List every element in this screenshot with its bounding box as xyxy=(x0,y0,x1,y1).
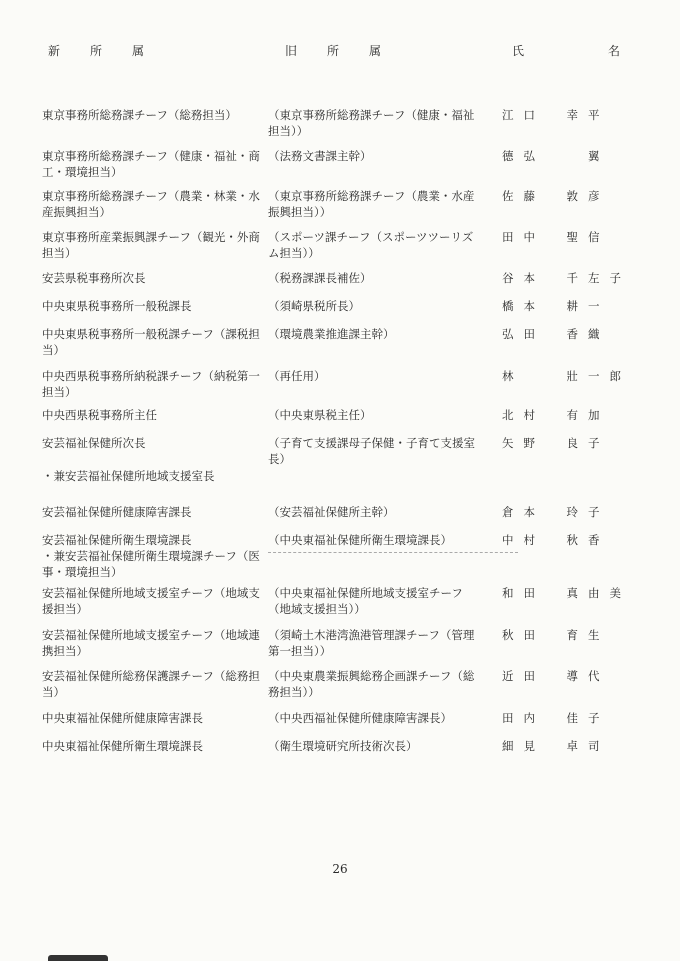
person-name: 田中 聖信 xyxy=(502,230,610,244)
person-name: 弘田 香織 xyxy=(502,327,610,341)
scan-edge-mark xyxy=(48,955,108,961)
old-post: （中央東福祉保健所衛生環境課長） xyxy=(268,533,452,547)
new-post: 安芸県税事務所次長 xyxy=(42,271,146,285)
old-post: （税務課課長補佐） xyxy=(268,271,372,285)
old-post: （東京事務所総務課チーフ（農業・水産振興担当）） xyxy=(268,189,475,219)
old-post: （須崎土木港湾漁港管理課チーフ（管理第一担当）） xyxy=(268,628,475,658)
new-post: 安芸福祉保健所地域支援室チーフ（地域支援担当） xyxy=(42,586,260,616)
person-name: 江口 幸平 xyxy=(502,108,610,122)
old-post: （スポーツ課チーフ（スポーツツーリズム担当）） xyxy=(268,230,474,260)
person-name: 橋本 耕一 xyxy=(502,299,610,313)
column-header-name: 氏 名 xyxy=(512,44,657,58)
person-name: 近田 導代 xyxy=(502,669,610,683)
new-post: 中央東福祉保健所衛生環境課長 xyxy=(42,739,203,753)
page-number: 26 xyxy=(332,862,348,876)
person-name: 和田 真由美 xyxy=(502,586,631,600)
new-post: 安芸福祉保健所総務保護課チーフ（総務担当） xyxy=(42,669,260,699)
old-post: （環境農業推進課主幹） xyxy=(268,327,395,341)
person-name: 谷本 千左子 xyxy=(502,271,631,285)
old-post: （法務文書課主幹） xyxy=(268,149,372,163)
new-post: 中央西県税事務所主任 xyxy=(42,408,157,422)
new-post: 中央東県税事務所一般税課長 xyxy=(42,299,192,313)
new-post: 東京事務所総務課チーフ（総務担当） xyxy=(42,108,237,122)
person-name: 細見 卓司 xyxy=(502,739,610,753)
old-post: （中央東県税主任） xyxy=(268,408,372,422)
new-post: 安芸福祉保健所地域支援室チーフ（地域連携担当） xyxy=(42,628,260,658)
new-post: 東京事務所産業振興課チーフ（観光・外商担当） xyxy=(42,230,260,260)
person-name: 秋田 育生 xyxy=(502,628,610,642)
person-name: 田内 佳子 xyxy=(502,711,610,725)
new-post: 安芸福祉保健所衛生環境課長 xyxy=(42,533,192,547)
new-post: 東京事務所総務課チーフ（健康・福祉・商工・環境担当） xyxy=(42,149,260,179)
new-post: 安芸福祉保健所次長 xyxy=(42,436,146,450)
person-name: 佐藤 敦彦 xyxy=(502,189,610,203)
new-post: 安芸福祉保健所健康障害課長 xyxy=(42,505,192,519)
new-post: 東京事務所総務課チーフ（農業・林業・水産振興担当） xyxy=(42,189,260,219)
new-post: 中央東県税事務所一般税課チーフ（課税担当） xyxy=(42,327,260,357)
concurrent-post: ・兼安芸福祉保健所衛生環境課チーフ（医事・環境担当） xyxy=(42,549,260,579)
column-header-old: 旧 所 属 xyxy=(285,44,391,58)
person-name: 矢野 良子 xyxy=(502,436,610,450)
old-post: （中央東福祉保健所地域支援室チーフ（地域支援担当）） xyxy=(268,586,463,616)
dashed-divider xyxy=(268,552,518,553)
person-name: 北村 有加 xyxy=(502,408,610,422)
person-name: 林 壯一郎 xyxy=(502,369,631,383)
new-post: 中央東福祉保健所健康障害課長 xyxy=(42,711,203,725)
old-post: （安芸福祉保健所主幹） xyxy=(268,505,395,519)
old-post: （子育て支援課母子保健・子育て支援室長） xyxy=(268,436,475,466)
person-name: 倉本 玲子 xyxy=(502,505,610,519)
new-post: 中央西県税事務所納税課チーフ（納税第一担当） xyxy=(42,369,260,399)
person-name: 中村 秋香 xyxy=(502,533,610,547)
old-post: （再任用） xyxy=(268,369,326,383)
column-header-new: 新 所 属 xyxy=(48,44,154,58)
old-post: （中央東農業振興総務企画課チーフ（総務担当）） xyxy=(268,669,475,699)
concurrent-post: ・兼安芸福祉保健所地域支援室長 xyxy=(42,469,215,483)
old-post: （中央西福祉保健所健康障害課長） xyxy=(268,711,452,725)
old-post: （衛生環境研究所技術次長） xyxy=(268,739,418,753)
person-name: 德弘 翼 xyxy=(502,149,610,163)
old-post: （東京事務所総務課チーフ（健康・福祉担当）） xyxy=(268,108,475,138)
old-post: （須崎県税所長） xyxy=(268,299,360,313)
